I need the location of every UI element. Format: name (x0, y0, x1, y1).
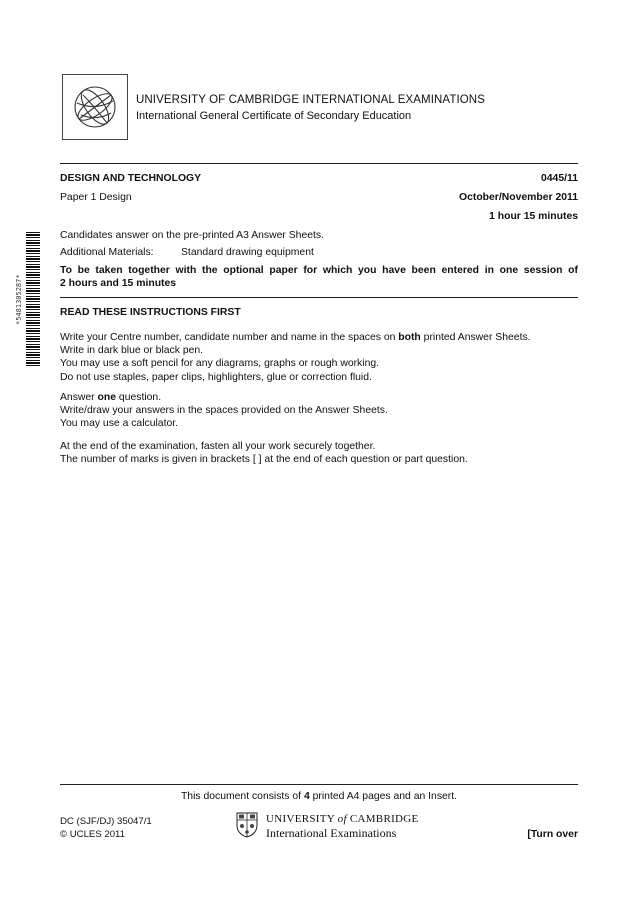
exam-session: October/November 2011 (459, 192, 578, 203)
logo-text: UNIVERSITY (266, 813, 338, 825)
answer-sheets-note: Candidates answer on the pre-printed A3 Answer Sheets. (60, 230, 324, 241)
cambridge-logo (236, 812, 419, 840)
paper-code: 0445/11 (541, 173, 578, 184)
instructions-heading: READ THESE INSTRUCTIONS FIRST (60, 307, 241, 318)
instruction-text: Write your Centre number, candidate number and name in the spaces on (60, 332, 399, 343)
exam-duration: 1 hour 15 minutes (489, 211, 578, 222)
instruction-emphasis: one (97, 392, 117, 403)
subject-title: DESIGN AND TECHNOLOGY (60, 173, 202, 184)
cambridge-logo-line-1 (266, 813, 419, 825)
copyright: © UCLES 2011 (60, 829, 126, 840)
cambridge-logo-line-2: International Examinations (266, 826, 397, 840)
footer-divider (60, 784, 578, 785)
barcode-icon (26, 232, 40, 368)
instruction-text: You may use a calculator. (60, 418, 179, 430)
header-subtitle: International General Certificate of Secondary Education (136, 110, 412, 122)
barcode-digits: *5481305287* (15, 274, 23, 326)
instruction-text: question. (116, 392, 162, 403)
document-reference: DC (SJF/DJ) 35047/1 (60, 816, 152, 827)
materials-value: Standard drawing equipment (181, 247, 314, 258)
page-count-number: 4 (303, 791, 310, 802)
logo-text: CAMBRIDGE (346, 813, 419, 825)
materials-label: Additional Materials: (60, 247, 154, 258)
header-title: UNIVERSITY OF CAMBRIDGE INTERNATIONAL EXAMINATIONS (136, 94, 485, 106)
instruction-text: Do not use staples, paper clips, highlighters, glue or correction fluid. (60, 371, 372, 383)
together-line-2: 2 hours and 15 minutes (60, 278, 177, 289)
page-count-text: printed A4 pages and an Insert. (309, 791, 458, 802)
page-count-text: This document consists of (180, 791, 304, 802)
instruction-text: The number of marks is given in brackets [ ] at the end of each question or part question. (60, 454, 468, 466)
page-count-note (0, 790, 638, 803)
divider (60, 297, 578, 298)
together-line-1: To be taken together with the optional paper for which you have been entered in one session of (60, 265, 578, 276)
turn-over-label: [Turn over (527, 829, 578, 840)
instruction-text: You may use a soft pencil for any diagrams, graphs or rough working. (60, 358, 380, 370)
divider (60, 163, 578, 164)
logo-text-of: of (337, 813, 347, 825)
paper-name: Paper 1 Design (60, 192, 132, 203)
instruction-text: At the end of the examination, fasten all your work securely together. (60, 441, 376, 452)
instruction-text: printed Answer Sheets. (420, 332, 531, 343)
university-shield-icon (236, 812, 258, 838)
globe-logo (62, 74, 128, 140)
globe-logo-icon (63, 75, 127, 139)
instructions-paragraph-2 (60, 391, 580, 431)
instructions-paragraph-1 (60, 331, 580, 384)
instructions-paragraph-3 (60, 440, 580, 466)
instruction-text: Answer (60, 392, 98, 403)
instruction-text: Write in dark blue or black pen. (60, 345, 204, 357)
instruction-text: Write/draw your answers in the spaces provided on the Answer Sheets. (60, 405, 388, 417)
instruction-emphasis: both (398, 332, 421, 343)
